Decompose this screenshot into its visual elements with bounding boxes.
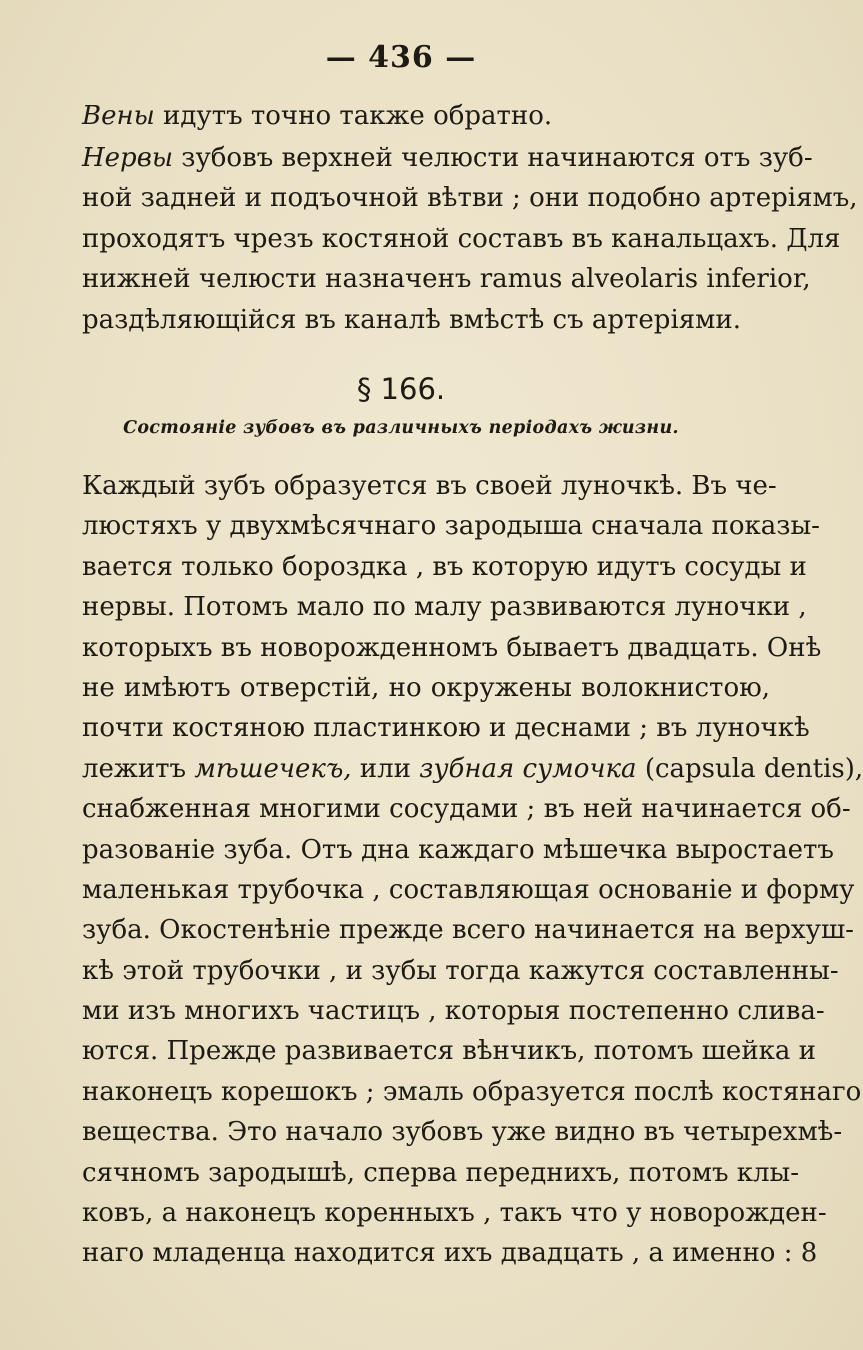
text-line: люстяхъ у двухмѣсячнаго зародыша сначала показы-: [82, 511, 820, 542]
text-line: нижней челюсти назначенъ ramus alveolaris inferior,: [82, 264, 811, 295]
text-line: нервы. Потомъ мало по малу развиваются луночки ,: [82, 592, 807, 623]
text-line: зуба. Окостенѣніе прежде всего начинается на верхуш-: [82, 915, 854, 946]
text-line: маленькая трубочка , составляющая основаніе и форму: [82, 874, 855, 905]
italic-term: Вены: [82, 101, 155, 131]
text-line-with-italics: [82, 749, 863, 789]
text-line: сячномъ зародышѣ, сперва переднихъ, потомъ клы-: [82, 1157, 799, 1188]
text-line: ются. Прежде развивается вѣнчикъ, потомъ шейка и: [82, 1036, 816, 1067]
paragraph-nerves: [82, 138, 858, 340]
paragraph-veins: [82, 96, 770, 136]
text-line: [82, 138, 813, 178]
text-line: не имѣютъ отверстій, но окружены волокнистою,: [82, 672, 770, 703]
paragraph-teeth-development: [82, 466, 863, 1274]
text-line: почти костяною пластинкою и деснами ; въ луночкѣ: [82, 713, 810, 744]
line-text: лежитъ: [82, 753, 195, 784]
text-line: разованіе зуба. Отъ дна каждаго мѣшечка выростаетъ: [82, 834, 834, 865]
italic-term: Нервы: [82, 143, 174, 173]
line-text: зубовъ верхней челюсти начинаются отъ зуб-: [173, 143, 813, 173]
text-line: раздѣляющійся въ каналѣ вмѣстѣ съ артеріями.: [82, 304, 741, 335]
text-line: наго младенца находится ихъ двадцать , а именно : 8: [82, 1238, 818, 1269]
italic-term: мѣшечекъ,: [194, 753, 352, 784]
text-line: Каждый зубъ образуется въ своей луночкѣ. Въ че-: [82, 471, 777, 501]
text-line: снабженная многими сосудами ; въ ней начинается об-: [82, 794, 851, 825]
italic-term: зубная сумочка: [419, 753, 637, 784]
text-line: вещества. Это начало зубовъ уже видно въ четырехмѣ-: [82, 1117, 843, 1148]
text-line: ковъ, а наконецъ коренныхъ , такъ что у новорожден-: [82, 1198, 827, 1229]
line-text: или: [351, 753, 420, 784]
line-text: идутъ точно также обратно.: [154, 101, 553, 131]
text-line: ми изъ многихъ частицъ , которыя постепенно слива-: [82, 996, 825, 1027]
text-line: наконецъ корешокъ ; эмаль образуется послѣ костянаго: [82, 1076, 862, 1107]
section-title: Состояніе зубовъ въ различныхъ періодахъ жизни.: [123, 418, 679, 438]
page-number: — 436 —: [325, 40, 477, 75]
text-line: вается только бороздка , въ которую идутъ сосуды и: [82, 551, 807, 582]
text-line: проходятъ чрезъ костяной составъ въ канальцахъ. Для: [82, 223, 841, 254]
text-line: которыхъ въ новорожденномъ бываетъ двадцать. Онѣ: [82, 632, 822, 663]
text-line: кѣ этой трубочки , и зубы тогда кажутся составленны-: [82, 955, 839, 986]
text-line: [82, 96, 770, 136]
section-number: § 166.: [356, 372, 446, 406]
line-text: (capsula dentis),: [636, 753, 863, 784]
text-line: ной задней и подъочной вѣтви ; они подобно артеріямъ,: [82, 183, 858, 214]
